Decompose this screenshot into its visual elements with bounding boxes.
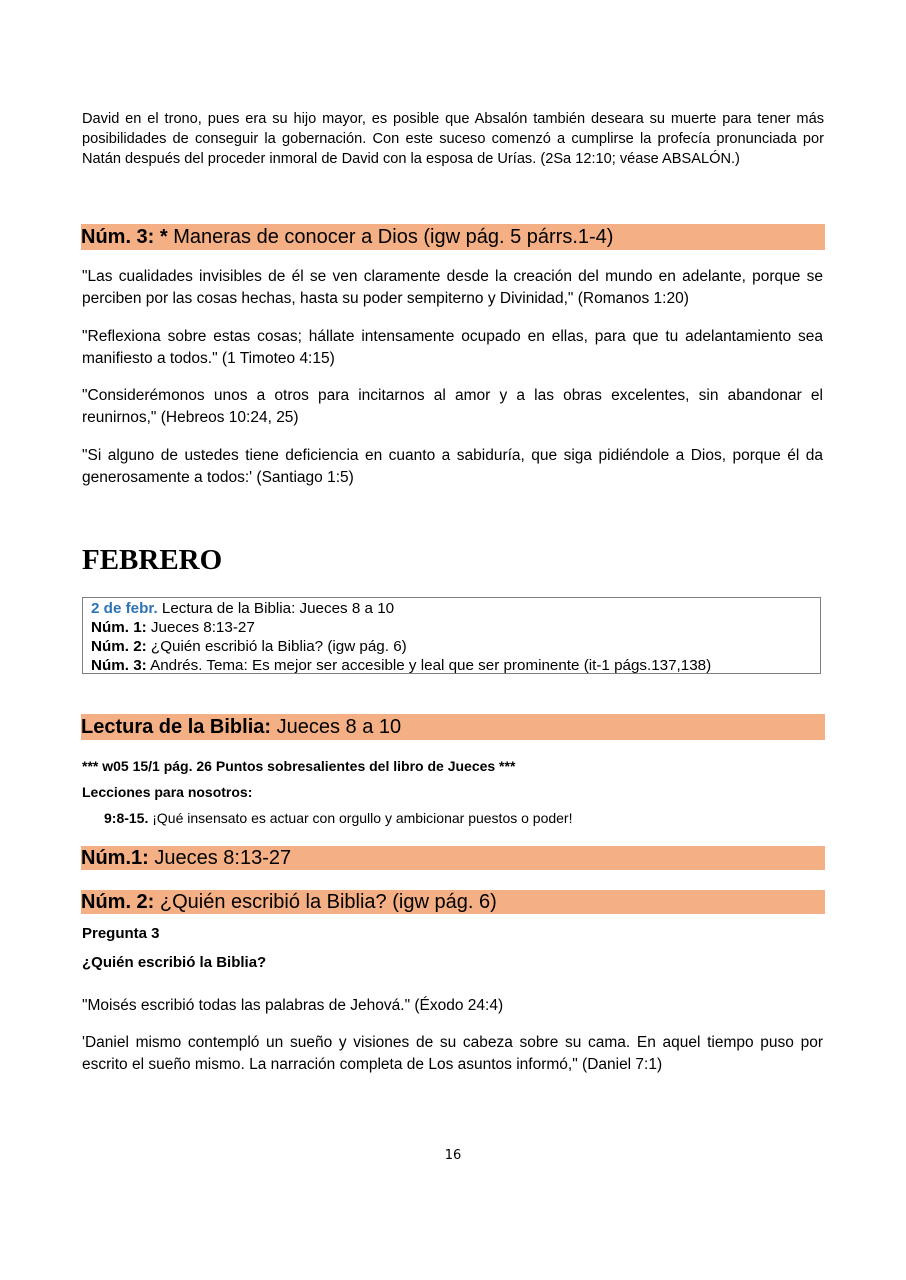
schedule-item-label: Núm. 1: bbox=[91, 619, 147, 636]
schedule-date: 2 de febr. bbox=[91, 600, 158, 617]
schedule-item bbox=[91, 618, 820, 637]
section-heading-num3 bbox=[81, 224, 825, 250]
schedule-item-label: Núm. 3: bbox=[91, 657, 147, 674]
quote-hebreos: "Considerémonos unos a otros para incitarnos al amor y a las obras excelentes, sin abandonar el reunirnos," (Hebreos 10:24, 25) bbox=[82, 387, 823, 426]
lesson-ref: 9:8-15. bbox=[104, 810, 149, 826]
heading-title: Jueces 8 a 10 bbox=[271, 716, 402, 738]
schedule-item bbox=[91, 637, 820, 656]
lesson-text: ¡Qué insensato es actuar con orgullo y ambicionar puestos o poder! bbox=[148, 810, 573, 826]
heading-title: Maneras de conocer a Dios (igw pág. 5 párrs.1-4) bbox=[167, 226, 614, 248]
question-text: ¿Quién escribió la Biblia? bbox=[82, 954, 267, 971]
quote-timoteo: "Reflexiona sobre estas cosas; hállate intensamente ocupado en ellas, para que tu adelantamiento sea manifiesto a todos." (1 Timoteo 4:15) bbox=[82, 328, 823, 367]
quote-santiago: "Si alguno de ustedes tiene deficiencia en cuanto a sabiduría, que siga pidiéndole a Dios, porque él da generosamente a todos:' (Santiago 1:5) bbox=[82, 447, 823, 486]
quote-exodo: "Moisés escribió todas las palabras de Jehová." (Éxodo 24:4) bbox=[82, 997, 504, 1014]
heading-title: Jueces 8:13-27 bbox=[148, 847, 292, 869]
schedule-item-label: Núm. 2: bbox=[91, 638, 147, 655]
lesson-item bbox=[104, 810, 573, 826]
schedule-item-text: Jueces 8:13-27 bbox=[146, 619, 255, 636]
page-number: 16 bbox=[444, 1148, 462, 1163]
section-heading-num1 bbox=[81, 846, 825, 870]
heading-label: Lectura de la Biblia: bbox=[81, 716, 272, 738]
heading-label: Núm. 3: * bbox=[81, 226, 168, 248]
source-reference: *** w05 15/1 pág. 26 Puntos sobresalientes del libro de Jueces *** bbox=[82, 758, 516, 774]
section-heading-num2 bbox=[81, 890, 825, 914]
schedule-box bbox=[82, 597, 821, 674]
schedule-item-text: ¿Quién escribió la Biblia? (igw pág. 6) bbox=[146, 638, 407, 655]
heading-label: Núm.1: bbox=[81, 847, 149, 869]
lessons-title: Lecciones para nosotros: bbox=[82, 784, 253, 800]
schedule-date-line bbox=[91, 599, 820, 618]
heading-label: Núm. 2: bbox=[81, 891, 155, 913]
schedule-item-text: Andrés. Tema: Es mejor ser accesible y leal que ser prominente (it-1 págs.137,138) bbox=[146, 657, 712, 674]
section-heading-bible-reading bbox=[81, 714, 825, 740]
question-number: Pregunta 3 bbox=[82, 925, 160, 942]
schedule-item bbox=[91, 656, 820, 675]
schedule-reading: Lectura de la Biblia: Jueces 8 a 10 bbox=[157, 600, 395, 617]
intro-paragraph: David en el trono, pues era su hijo mayor, es posible que Absalón también deseara su muerte para tener más posibilidades de conseguir la gobernación. Con este suceso comenzó a cumplirse la profecía pronunciada por Natán después del proceder inmoral de David con la esposa de Urías. (2Sa 12:10; véase ABSALÓN.) bbox=[82, 111, 824, 167]
quote-daniel: 'Daniel mismo contempló un sueño y visiones de su cabeza sobre su cama. En aquel tiempo puso por escrito el sueño mismo. La narración completa de Los asuntos informó," (Daniel 7:1) bbox=[82, 1034, 823, 1073]
quote-romanos: "Las cualidades invisibles de él se ven claramente desde la creación del mundo en adelante, porque se perciben por las cosas hechas, hasta su poder sempiterno y Divinidad," (Romanos 1:20) bbox=[82, 268, 823, 307]
heading-title: ¿Quién escribió la Biblia? (igw pág. 6) bbox=[154, 891, 497, 913]
month-heading: FEBRERO bbox=[82, 544, 223, 576]
